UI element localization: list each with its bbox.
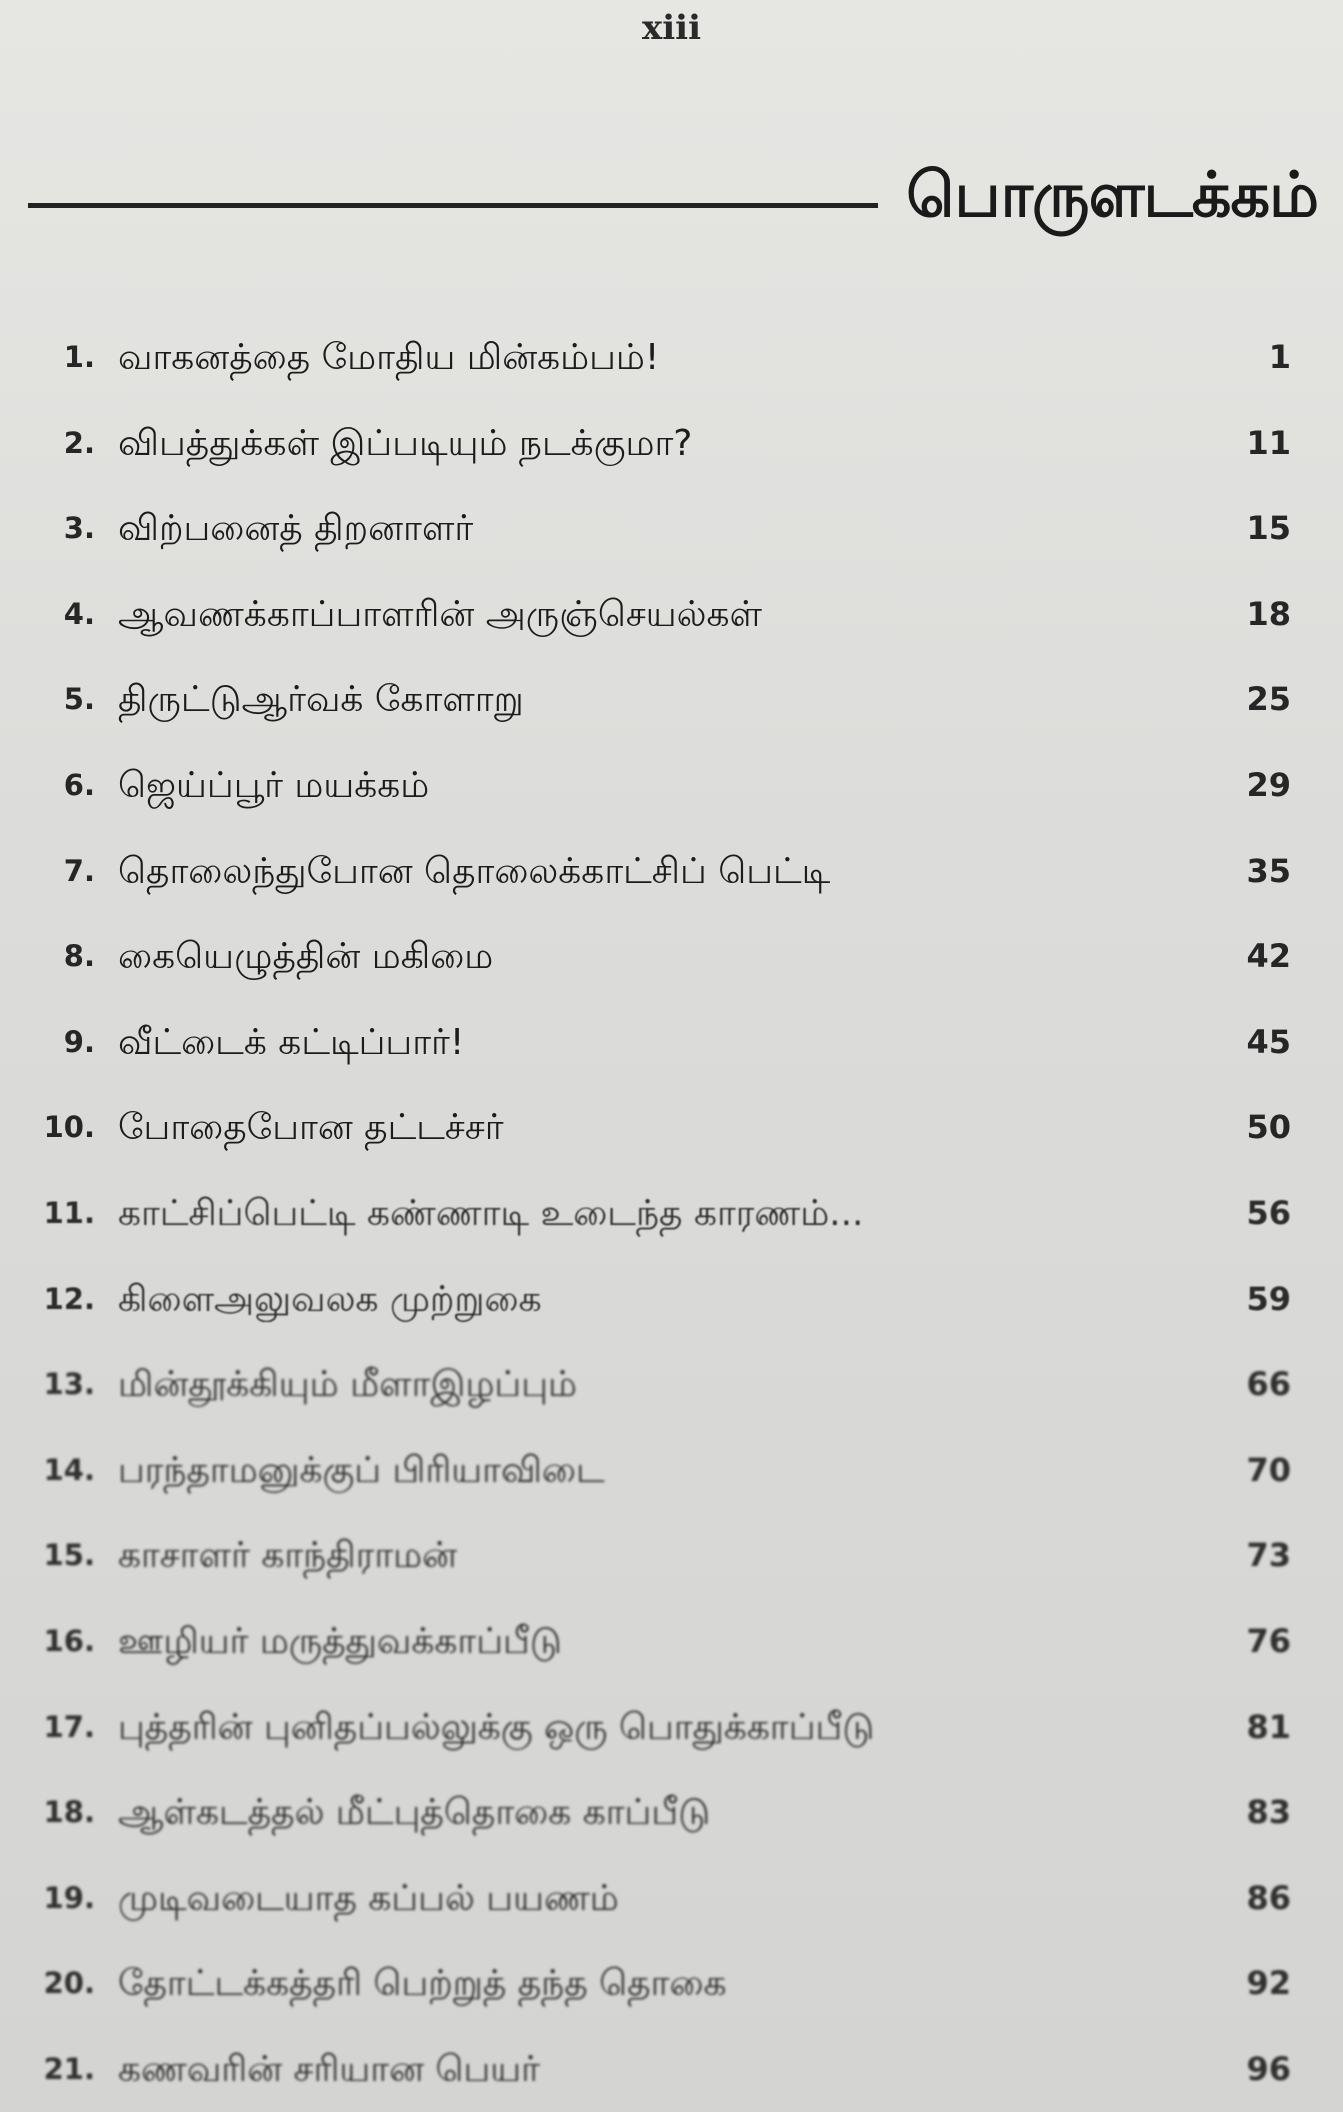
toc-entry-title: தோட்டக்கத்தரி பெற்றுத் தந்த தொகை: [118, 1963, 727, 2005]
toc-entry-page: 66: [1246, 1365, 1291, 1404]
toc-entry-number: 11.: [43, 1195, 95, 1230]
toc-entry-page: 25: [1246, 680, 1291, 719]
toc-entry-page: 73: [1246, 1536, 1291, 1575]
toc-entry: [0, 829, 1343, 915]
toc-entry-title: மின்தூக்கியும் மீளாஇழப்பும்: [118, 1364, 577, 1406]
toc-entry: [0, 486, 1343, 572]
toc-entry-title: காசாளர் காந்திராமன்: [118, 1535, 458, 1577]
toc-entry-page: 86: [1246, 1878, 1291, 1917]
toc-entry-number: 12.: [43, 1281, 95, 1316]
toc-entry: [0, 1257, 1343, 1343]
toc-entry: [0, 401, 1343, 487]
toc-entry: [0, 743, 1343, 829]
toc-entry-title: முடிவடையாத கப்பல் பயணம்: [118, 1877, 619, 1919]
toc-entry-number: 16.: [43, 1623, 95, 1658]
toc-entry-page: 35: [1246, 851, 1291, 890]
toc-entry-title: போதைபோன தட்டச்சர்: [118, 1107, 504, 1149]
toc-entry-title: கணவரின் சரியான பெயர்: [118, 2048, 540, 2090]
toc-entry: [0, 572, 1343, 658]
toc-entry-page: 83: [1246, 1793, 1291, 1832]
toc-entry-page: 92: [1246, 1964, 1291, 2003]
toc-entry: [0, 657, 1343, 743]
toc-entry-title: ஜெய்ப்பூர் மயக்கம்: [118, 764, 430, 806]
toc-entry-page: 42: [1246, 937, 1291, 976]
toc-entry-number: 13.: [43, 1367, 95, 1402]
toc-entry-page: 1: [1268, 338, 1291, 376]
toc-entry-page: 29: [1246, 765, 1291, 804]
toc-entry: [0, 1856, 1343, 1942]
toc-entry-number: 9.: [63, 1024, 95, 1059]
toc-entry-number: 14.: [43, 1452, 95, 1487]
toc-entry: [0, 315, 1343, 401]
toc-entry-page: 96: [1246, 2049, 1291, 2088]
toc-entry-number: 3.: [63, 511, 95, 546]
toc-entry-page: 59: [1246, 1279, 1291, 1318]
toc-entry: [0, 914, 1343, 1000]
toc-entry: [0, 2027, 1343, 2112]
toc-entry-number: 4.: [63, 596, 95, 631]
toc-entry-title: ஆள்கடத்தல் மீட்புத்தொகை காப்பீடு: [118, 1792, 711, 1834]
toc-entry-title: ஊழியர் மருத்துவக்காப்பீடு: [118, 1620, 562, 1662]
toc-entry: [0, 1941, 1343, 2027]
toc-entry-number: 18.: [43, 1795, 95, 1830]
toc-entry: [0, 1428, 1343, 1514]
toc-entry-title: திருட்டுஆர்வக் கோளாறு: [118, 679, 524, 721]
toc-entry-number: 17.: [43, 1709, 95, 1744]
toc-entry-number: 5.: [63, 682, 95, 717]
toc-entry: [0, 1342, 1343, 1428]
contents-header: [28, 140, 1318, 250]
toc-entry: [0, 1770, 1343, 1856]
toc-entry-page: 76: [1246, 1621, 1291, 1660]
toc-entry-title: வீட்டைக் கட்டிப்பார்!: [118, 1021, 465, 1063]
toc-entry-title: கையெழுத்தின் மகிமை: [118, 936, 494, 978]
toc-entry-page: 11: [1246, 423, 1291, 462]
toc-entry-number: 6.: [63, 767, 95, 802]
toc-entry-number: 15.: [43, 1538, 95, 1573]
header-rule: [28, 203, 878, 208]
toc-entry-page: 45: [1246, 1022, 1291, 1061]
toc-entry-title: காட்சிப்பெட்டி கண்ணாடி உடைந்த காரணம்...: [118, 1192, 864, 1234]
toc-entry-title: பரந்தாமனுக்குப் பிரியாவிடை: [118, 1449, 605, 1491]
toc-entry-number: 19.: [43, 1880, 95, 1915]
toc-entry-number: 1.: [63, 340, 95, 374]
toc-entry-page: 56: [1246, 1193, 1291, 1232]
toc-entry-title: வாகனத்தை மோதிய மின்கம்பம்!: [118, 337, 660, 378]
toc-entry-number: 7.: [63, 853, 95, 888]
toc-entry-page: 15: [1246, 509, 1291, 548]
toc-entry-number: 8.: [63, 939, 95, 974]
toc-entry-title: ஆவணக்காப்பாளரின் அருஞ்செயல்கள்: [118, 593, 763, 635]
toc-entry-page: 18: [1246, 594, 1291, 633]
toc-entry-title: விபத்துக்கள் இப்படியும் நடக்குமா?: [118, 422, 693, 464]
table-of-contents: [0, 315, 1343, 2112]
toc-entry-title: புத்தரின் புனிதப்பல்லுக்கு ஒரு பொதுக்காப்பீடு: [118, 1706, 875, 1748]
toc-entry: [0, 1000, 1343, 1086]
toc-entry-number: 10.: [43, 1110, 95, 1145]
toc-entry-number: 2.: [63, 425, 95, 460]
toc-entry-page: 50: [1246, 1108, 1291, 1147]
contents-heading: பொருளடக்கம்: [906, 158, 1318, 231]
toc-entry: [0, 1685, 1343, 1771]
page-number: xiii: [641, 8, 702, 48]
toc-entry-number: 20.: [43, 1966, 95, 2001]
toc-entry-title: கிளைஅலுவலக முற்றுகை: [118, 1278, 542, 1320]
toc-entry: [0, 1171, 1343, 1257]
toc-entry-number: 21.: [43, 2051, 95, 2086]
toc-entry: [0, 1599, 1343, 1685]
toc-entry: [0, 1085, 1343, 1171]
toc-entry-page: 70: [1246, 1450, 1291, 1489]
toc-entry-title: விற்பனைத் திறனாளர்: [118, 508, 474, 550]
toc-entry: [0, 1513, 1343, 1599]
toc-entry-title: தொலைந்துபோன தொலைக்காட்சிப் பெட்டி: [118, 850, 831, 892]
toc-entry-page: 81: [1246, 1707, 1291, 1746]
